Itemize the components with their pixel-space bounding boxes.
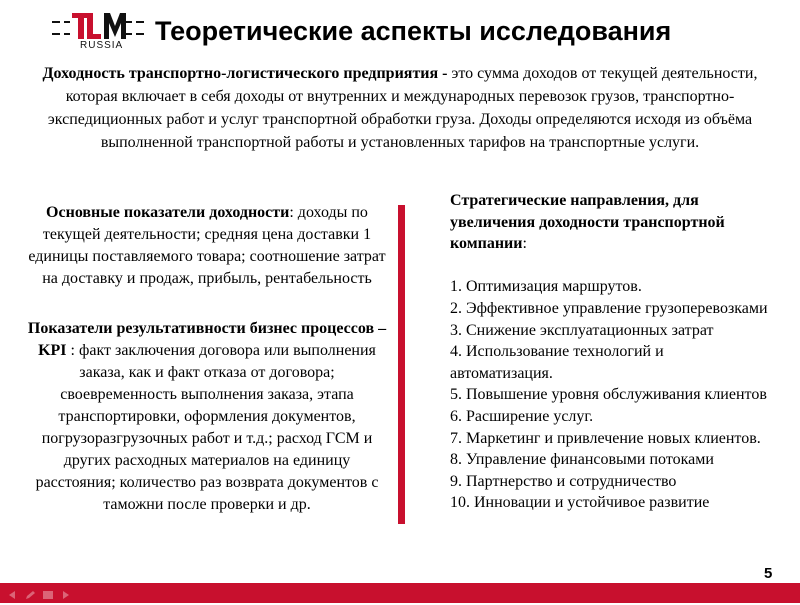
kpi-block [24, 318, 390, 516]
vertical-divider [398, 205, 405, 524]
left-column [24, 202, 390, 516]
kpi-text: : факт заключения договора или выполнения заказа, как и факт отказа от договора; своевременность выполнения заказа, этапа транспортировки, оформления документов, погрузоразгрузочных работ и т.д.; расход ГСМ и других расходных материалов на единицу расстояния; количество раз возврата документов с таможни после проверки и др. [35, 342, 379, 513]
strategy-heading [450, 190, 770, 255]
profitability-indicators-text: : доходы по текущей деятельности; средняя цена доставки 1 единицы поставляемого товара; соотношение затрат на доставку и продаж, прибыль, рентабельность [28, 204, 386, 287]
list-item: 5. Повышение уровня обслуживания клиентов [450, 386, 767, 404]
company-logo [52, 10, 144, 52]
strategy-heading-text: Стратегические направления, для увеличения доходности транспортной компании [450, 192, 725, 253]
pen-icon[interactable] [24, 587, 36, 597]
page-number: 5 [764, 565, 773, 582]
intro-paragraph [22, 62, 778, 154]
right-column [450, 190, 770, 514]
list-item: 6. Расширение услуг. [450, 407, 594, 425]
prev-slide-icon[interactable] [6, 587, 18, 597]
slideshow-controls[interactable] [6, 587, 72, 597]
page-title: Теоретические аспекты исследования [155, 16, 672, 46]
intro-text: это сумма доходов от текущей деятельности, которая включает в себя доходы от внутренних и международных перевозок грузов, транспортно-экспедиционных работ и услуг транспортной обработки груза. Доходы определяются исходя из объёма выполненной транспортной работы и установленных тарифов на транспортные услуги. [47, 65, 758, 151]
logo-subtitle: RUSSIA [80, 40, 124, 51]
profitability-indicators-term: Основные показатели доходности [46, 204, 290, 221]
bottom-accent-bar [0, 583, 800, 603]
list-item: 4. Использование технологий и автоматизация. [450, 343, 664, 382]
strategy-list [450, 276, 770, 514]
strategy-heading-suffix: : [522, 235, 527, 253]
kpi-term: Показатели результативности бизнес процессов – KPI [27, 320, 387, 359]
list-item: 2. Эффективное управление грузоперевозками [450, 299, 768, 317]
intro-term: Доходность транспортно-логистического предприятия - [42, 65, 448, 82]
list-item: 7. Маркетинг и привлечение новых клиентов. [450, 429, 761, 447]
list-item: 3. Снижение эксплуатационных затрат [450, 321, 714, 339]
next-slide-icon[interactable] [60, 587, 72, 597]
profitability-indicators-block [24, 202, 390, 290]
menu-icon[interactable] [42, 587, 54, 597]
tlm-logo-mark [52, 10, 144, 42]
list-item: 8. Управление финансовыми потоками [450, 451, 714, 469]
list-item: 10. Инновации и устойчивое развитие [450, 494, 710, 512]
list-item: 1. Оптимизация маршрутов. [450, 278, 642, 296]
list-item: 9. Партнерство и сотрудничество [450, 472, 677, 490]
